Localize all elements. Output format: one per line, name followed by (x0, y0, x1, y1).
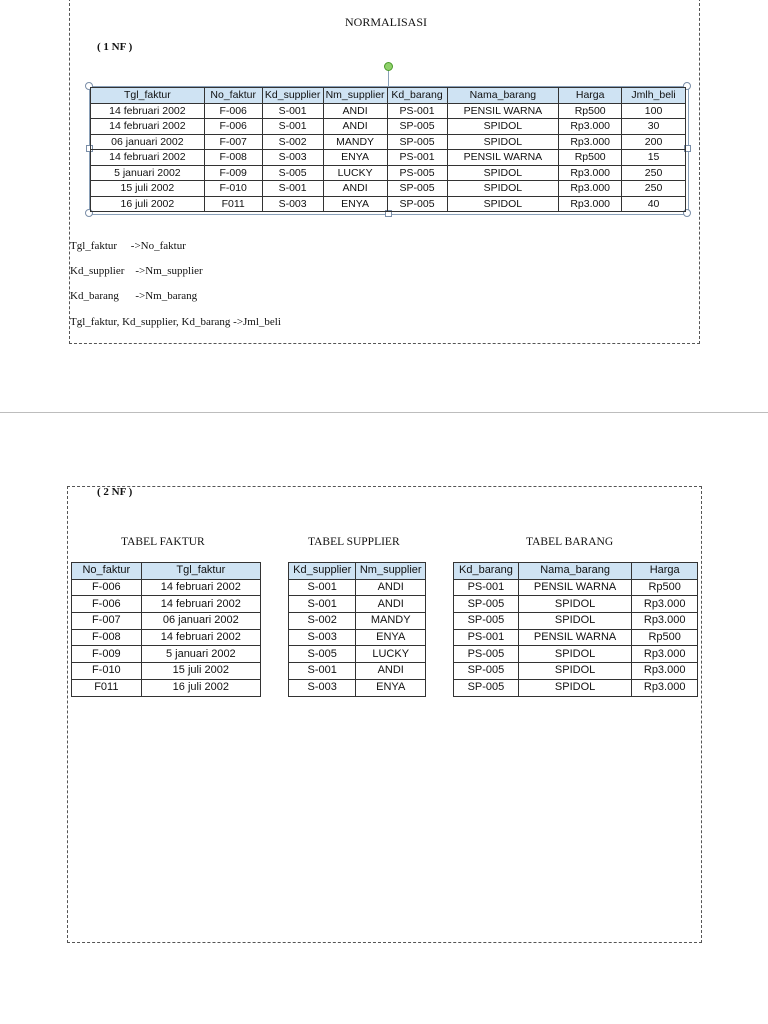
table-cell: F-007 (204, 134, 262, 150)
table-cell: Rp3.000 (559, 165, 622, 181)
table-row (91, 119, 686, 135)
table-cell: SP-005 (387, 181, 447, 197)
section-label-2nf: ( 2 NF ) (97, 486, 133, 498)
table-cell: 14 februari 2002 (91, 119, 205, 135)
table-cell: 14 februari 2002 (141, 579, 260, 596)
table-cell: S-001 (262, 119, 323, 135)
table-row (91, 150, 686, 166)
table-cell: F-008 (204, 150, 262, 166)
table-cell: 250 (622, 181, 686, 197)
table-1nf[interactable] (90, 87, 686, 212)
table-cell: S-001 (289, 596, 356, 613)
table-row (454, 663, 698, 680)
dependency-line: Tgl_faktur ->No_faktur (70, 240, 186, 252)
table-cell: PENSIL WARNA (518, 579, 632, 596)
table-cell: F-007 (72, 613, 142, 630)
table-cell: 14 februari 2002 (141, 629, 260, 646)
table-cell: SPIDOL (447, 119, 559, 135)
column-header: Tgl_faktur (91, 88, 205, 104)
table-row (454, 629, 698, 646)
page-separator (0, 412, 768, 413)
table-cell: S-003 (289, 629, 356, 646)
table-row (289, 579, 426, 596)
table-cell: SPIDOL (447, 181, 559, 197)
table-cell: S-001 (289, 579, 356, 596)
table-cell: SP-005 (387, 134, 447, 150)
table-cell: S-001 (262, 103, 323, 119)
table-cell: SP-005 (387, 196, 447, 212)
column-header: Kd_barang (387, 88, 447, 104)
table-cell: 14 februari 2002 (141, 596, 260, 613)
table-cell: Rp500 (632, 579, 698, 596)
table-row (454, 596, 698, 613)
table-row (289, 646, 426, 663)
table-cell: SPIDOL (447, 134, 559, 150)
table-cell: 06 januari 2002 (91, 134, 205, 150)
table-cell: ANDI (356, 579, 426, 596)
table-cell: PS-001 (387, 103, 447, 119)
table-row (91, 196, 686, 212)
table-cell: 15 juli 2002 (141, 663, 260, 680)
table-cell: 250 (622, 165, 686, 181)
column-header: Harga (559, 88, 622, 104)
table-cell: F011 (72, 679, 142, 696)
table-cell: 16 juli 2002 (141, 679, 260, 696)
column-header: Nama_barang (447, 88, 559, 104)
table-row (289, 613, 426, 630)
table-cell: MANDY (356, 613, 426, 630)
table-cell: S-005 (262, 165, 323, 181)
table-cell: Rp500 (632, 629, 698, 646)
table-cell: PS-001 (387, 150, 447, 166)
table-row (91, 165, 686, 181)
column-header: Kd_supplier (289, 563, 356, 580)
column-header: Nama_barang (518, 563, 632, 580)
table-cell: ENYA (356, 679, 426, 696)
dependency-line: Kd_supplier ->Nm_supplier (70, 265, 203, 277)
table-row (454, 646, 698, 663)
table-cell: 200 (622, 134, 686, 150)
rotate-handle-line (388, 70, 389, 86)
table-row (72, 613, 261, 630)
table-cell: SPIDOL (447, 165, 559, 181)
table-cell: 30 (622, 119, 686, 135)
table-cell: Rp3.000 (559, 196, 622, 212)
table-cell: F-010 (72, 663, 142, 680)
table-cell: PENSIL WARNA (447, 150, 559, 166)
table-cell: 100 (622, 103, 686, 119)
table-row (91, 103, 686, 119)
table-cell: SPIDOL (518, 646, 632, 663)
table-cell: 14 februari 2002 (91, 103, 205, 119)
dependency-line: Kd_barang ->Nm_barang (70, 290, 198, 302)
table-cell: Rp500 (559, 150, 622, 166)
dependency-line: Tgl_faktur, Kd_supplier, Kd_barang ->Jml_beli (70, 316, 281, 328)
table-header-row (454, 563, 698, 580)
table-cell: SPIDOL (447, 196, 559, 212)
table-cell: PENSIL WARNA (447, 103, 559, 119)
table-row (72, 679, 261, 696)
table-cell: PS-001 (454, 579, 519, 596)
section-label-1nf: ( 1 NF ) (97, 41, 133, 53)
table-cell: Rp3.000 (632, 596, 698, 613)
table-cell: 06 januari 2002 (141, 613, 260, 630)
table-cell: 40 (622, 196, 686, 212)
column-header: Nm_supplier (323, 88, 387, 104)
document-page-2 (67, 486, 702, 943)
table-cell: F-008 (72, 629, 142, 646)
table-cell: S-002 (289, 613, 356, 630)
table-row (72, 629, 261, 646)
table-cell: PS-005 (387, 165, 447, 181)
column-header: Kd_supplier (262, 88, 323, 104)
table-cell: LUCKY (323, 165, 387, 181)
table-title-supplier: TABEL SUPPLIER (308, 536, 400, 548)
table-cell: 15 juli 2002 (91, 181, 205, 197)
table-cell: PS-001 (454, 629, 519, 646)
table-cell: ENYA (323, 196, 387, 212)
table-row (72, 596, 261, 613)
table-cell: Rp3.000 (632, 663, 698, 680)
table-cell: S-001 (289, 663, 356, 680)
table-cell: SP-005 (454, 679, 519, 696)
table-cell: Rp3.000 (632, 613, 698, 630)
table-cell: F011 (204, 196, 262, 212)
table-cell: SP-005 (387, 119, 447, 135)
table-title-barang: TABEL BARANG (526, 536, 614, 548)
table-cell: ANDI (356, 663, 426, 680)
table-cell: 5 januari 2002 (91, 165, 205, 181)
table-row (289, 679, 426, 696)
table-cell: 16 juli 2002 (91, 196, 205, 212)
table-cell: 14 februari 2002 (91, 150, 205, 166)
table-cell: F-009 (204, 165, 262, 181)
table-cell: MANDY (323, 134, 387, 150)
table-cell: ANDI (323, 119, 387, 135)
table-cell: SP-005 (454, 663, 519, 680)
table-cell: Rp3.000 (632, 679, 698, 696)
table-header-row (91, 88, 686, 104)
table-cell: PS-005 (454, 646, 519, 663)
table-header-row (289, 563, 426, 580)
table-cell: SPIDOL (518, 596, 632, 613)
table-cell: SP-005 (454, 613, 519, 630)
table-title-faktur: TABEL FAKTUR (121, 536, 205, 548)
table-cell: SPIDOL (518, 663, 632, 680)
table-cell: ANDI (323, 103, 387, 119)
column-header: No_faktur (204, 88, 262, 104)
column-header: Tgl_faktur (141, 563, 260, 580)
table-cell: SPIDOL (518, 679, 632, 696)
table-cell: S-003 (262, 196, 323, 212)
table-cell: F-006 (204, 119, 262, 135)
table-cell: ANDI (356, 596, 426, 613)
table-cell: PENSIL WARNA (518, 629, 632, 646)
table-cell: 15 (622, 150, 686, 166)
table-cell: ENYA (323, 150, 387, 166)
table-cell: F-006 (72, 596, 142, 613)
table-row (289, 596, 426, 613)
table-row (454, 579, 698, 596)
table-cell: ANDI (323, 181, 387, 197)
column-header: Kd_barang (454, 563, 519, 580)
table-cell: F-006 (72, 579, 142, 596)
rotate-handle[interactable] (384, 62, 393, 71)
table-row (91, 134, 686, 150)
table-supplier[interactable] (288, 562, 426, 697)
table-row (72, 646, 261, 663)
table-cell: 5 januari 2002 (141, 646, 260, 663)
page-title: NORMALISASI (345, 15, 428, 29)
table-cell: ENYA (356, 629, 426, 646)
column-header: Nm_supplier (356, 563, 426, 580)
column-header: No_faktur (72, 563, 142, 580)
table-cell: S-001 (262, 181, 323, 197)
table-barang[interactable] (453, 562, 698, 697)
table-cell: Rp3.000 (632, 646, 698, 663)
table-cell: LUCKY (356, 646, 426, 663)
table-row (454, 613, 698, 630)
table-cell: Rp500 (559, 103, 622, 119)
table-cell: S-002 (262, 134, 323, 150)
table-cell: Rp3.000 (559, 181, 622, 197)
table-cell: F-009 (72, 646, 142, 663)
table-row (72, 579, 261, 596)
table-row (91, 181, 686, 197)
table-header-row (72, 563, 261, 580)
table-cell: F-010 (204, 181, 262, 197)
table-cell: S-003 (262, 150, 323, 166)
table-cell: F-006 (204, 103, 262, 119)
table-cell: SP-005 (454, 596, 519, 613)
column-header: Harga (632, 563, 698, 580)
table-cell: Rp3.000 (559, 119, 622, 135)
table-row (454, 679, 698, 696)
table-row (289, 663, 426, 680)
table-cell: S-005 (289, 646, 356, 663)
table-cell: S-003 (289, 679, 356, 696)
table-faktur[interactable] (71, 562, 261, 697)
table-row (72, 663, 261, 680)
column-header: Jmlh_beli (622, 88, 686, 104)
table-cell: SPIDOL (518, 613, 632, 630)
table-cell: Rp3.000 (559, 134, 622, 150)
table-row (289, 629, 426, 646)
